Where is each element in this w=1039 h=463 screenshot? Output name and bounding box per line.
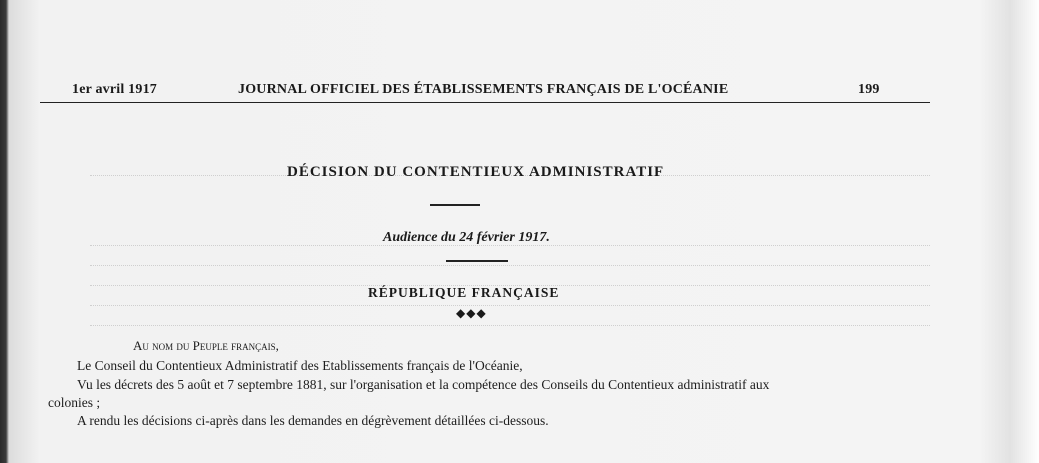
paragraph-colonies: colonies ; [48,395,101,410]
journal-title: JOURNAL OFFICIEL DES ÉTABLISSEMENTS FRANÇAIS DE L'OCÉANIE [238,82,729,97]
paragraph-rendu: A rendu les décisions ci-après dans les demandes en dégrèvement détaillées ci-dessous. [77,413,549,428]
header-rule [40,102,930,103]
audience-rule [446,260,508,262]
paragraph-conseil: Le Conseil du Contentieux Administratif des Etablissements français de l'Océanie, [77,358,523,373]
bleed-line [90,325,930,326]
paragraph-vu: Vu les décrets des 5 août et 7 septembre 1881, sur l'organisation et la compétence des Conseils du Contentieux administratif aux [77,377,770,392]
decision-title: DÉCISION DU CONTENTIEUX ADMINISTRATIF [287,164,665,180]
bleed-line [90,265,930,266]
bleed-line [90,305,930,306]
au-nom-line: Au nom du Peuple français, [133,338,279,353]
republic-heading: RÉPUBLIQUE FRANÇAISE [368,285,560,300]
header-date: 1er avril 1917 [72,82,157,97]
title-rule [430,204,480,206]
page-number: 199 [858,82,880,97]
audience-date: Audience du 24 février 1917. [383,230,550,245]
ornament: ◆◆◆ [456,306,487,320]
